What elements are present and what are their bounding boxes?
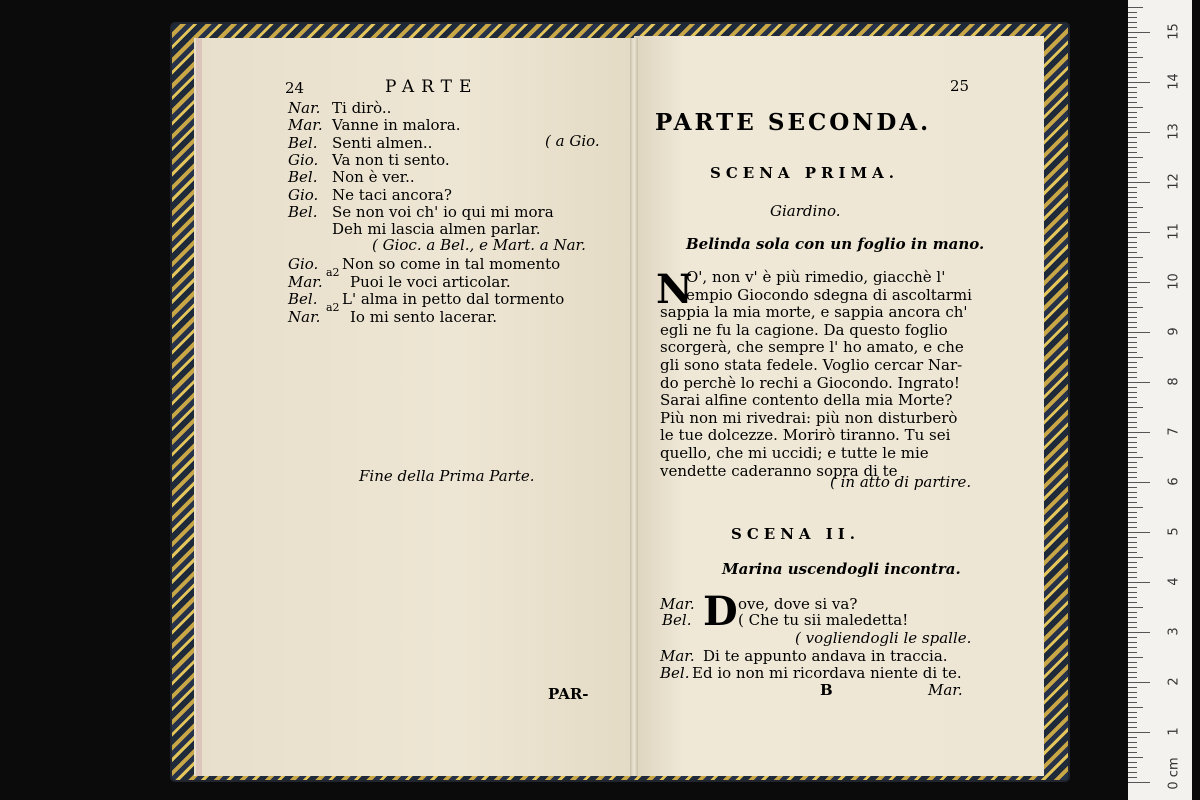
- ruler-tick: [1128, 302, 1137, 303]
- ruler-tick: [1128, 222, 1137, 223]
- ruler-tick: [1128, 437, 1137, 438]
- ruler-tick: [1128, 347, 1137, 348]
- ruler-tick: [1128, 492, 1137, 493]
- ruler-tick: [1128, 237, 1137, 238]
- ruler-tick: [1128, 672, 1137, 673]
- ruler-tick: [1128, 22, 1137, 23]
- measuring-ruler: [1128, 0, 1192, 800]
- ruler-tick: [1128, 342, 1137, 343]
- ruler-tick: [1128, 372, 1137, 373]
- ruler-tick: [1128, 317, 1137, 318]
- ruler-tick: [1128, 47, 1137, 48]
- ruler-tick: [1128, 157, 1143, 158]
- ruler-tick: [1128, 352, 1137, 353]
- paragraph-line: le tue dolcezze. Morirò tiranno. Tu sei: [660, 426, 951, 445]
- ruler-tick: [1128, 432, 1150, 433]
- speaker-label: Gio.: [288, 150, 319, 169]
- ruler-tick: [1128, 472, 1137, 473]
- ruler-tick: [1128, 112, 1137, 113]
- dropcap-n: N: [656, 266, 693, 313]
- ruler-tick: [1128, 552, 1137, 553]
- ruler-tick: [1128, 92, 1137, 93]
- ruler-tick: [1128, 132, 1150, 133]
- ruler-number: 10: [1166, 273, 1182, 290]
- ruler-tick: [1128, 592, 1137, 593]
- ruler-tick: [1128, 777, 1137, 778]
- dialogue-line: Va non ti sento.: [332, 150, 450, 169]
- duet-line: Io mi sento lacerar.: [350, 307, 497, 326]
- ruler-tick: [1128, 167, 1137, 168]
- paragraph-line: do perchè lo rechi a Giocondo. Ingrato!: [660, 373, 960, 392]
- ruler-tick: [1128, 362, 1137, 363]
- right-catchword: Mar.: [928, 681, 963, 699]
- ruler-tick: [1128, 377, 1137, 378]
- ruler-tick: [1128, 252, 1137, 253]
- ruler-tick: [1128, 507, 1143, 508]
- paragraph-line: Più non mi rivedrai: più non disturberò: [660, 408, 958, 427]
- book-gutter: [630, 38, 638, 776]
- ruler-tick: [1128, 382, 1150, 383]
- ruler-tick: [1128, 232, 1150, 233]
- ruler-tick: [1128, 712, 1137, 713]
- ruler-tick: [1128, 622, 1137, 623]
- duet-line: L' alma in petto dal tormento: [342, 290, 565, 308]
- scene-setting: Giardino.: [770, 202, 841, 220]
- speaker-bel: Bel.: [660, 664, 690, 682]
- ruler-tick: [1128, 142, 1137, 143]
- ruler-tick: [1128, 617, 1137, 618]
- ruler-tick: [1128, 452, 1137, 453]
- ruler-number: 13: [1166, 123, 1182, 140]
- ruler-tick: [1128, 647, 1137, 648]
- dialogue-line: Ne taci ancora?: [332, 185, 452, 204]
- ruler-tick: [1128, 217, 1137, 218]
- ruler-tick: [1128, 762, 1137, 763]
- ruler-tick: [1128, 747, 1137, 748]
- ruler-tick: [1128, 187, 1137, 188]
- ruler-tick: [1128, 442, 1137, 443]
- ruler-tick: [1128, 82, 1150, 83]
- signature-mark: B: [820, 681, 833, 699]
- ruler-number: 14: [1166, 73, 1182, 90]
- ruler-tick: [1128, 357, 1143, 358]
- ruler-number: 4: [1166, 577, 1182, 586]
- ruler-tick: [1128, 272, 1137, 273]
- ruler-tick: [1128, 392, 1137, 393]
- ruler-tick: [1128, 242, 1137, 243]
- ruler-tick: [1128, 512, 1137, 513]
- ruler-tick: [1128, 52, 1137, 53]
- ruler-tick: [1128, 757, 1143, 758]
- ruler-tick: [1128, 427, 1137, 428]
- ruler-tick: [1128, 547, 1137, 548]
- ruler-tick: [1128, 477, 1137, 478]
- dialogue-line: Non è ver..: [332, 168, 415, 187]
- speaker-label: Gio.: [288, 185, 319, 204]
- exit-direction: ( in atto di partire.: [830, 473, 972, 491]
- ruler-tick: [1128, 562, 1137, 563]
- ruler-tick: [1128, 742, 1137, 743]
- ruler-tick: [1128, 687, 1137, 688]
- ruler-tick: [1128, 677, 1137, 678]
- ruler-tick: [1128, 582, 1150, 583]
- duet-line: Puoi le voci articolar.: [350, 272, 511, 291]
- ruler-tick: [1128, 102, 1137, 103]
- page-edge: [196, 38, 202, 776]
- ruler-tick: [1128, 27, 1137, 28]
- ruler-tick: [1128, 467, 1137, 468]
- ruler-tick: [1128, 97, 1137, 98]
- ruler-tick: [1128, 262, 1137, 263]
- dialogue-line: Vanne in malora.: [332, 116, 461, 135]
- paragraph-line: Sarai alfine contento della mia Morte?: [660, 391, 953, 410]
- ruler-tick: [1128, 387, 1137, 388]
- ruler-tick: [1128, 662, 1137, 663]
- ruler-number: 5: [1166, 527, 1182, 536]
- ruler-number: 9: [1166, 327, 1182, 336]
- ruler-tick: [1128, 637, 1137, 638]
- ruler-tick: [1128, 732, 1150, 733]
- ruler-tick: [1128, 197, 1137, 198]
- ruler-tick: [1128, 247, 1137, 248]
- ruler-tick: [1128, 502, 1137, 503]
- speaker-label: Mar.: [288, 272, 323, 291]
- ruler-number: 15: [1166, 23, 1182, 40]
- ruler-tick: [1128, 127, 1137, 128]
- ruler-tick: [1128, 67, 1137, 68]
- ruler-tick: [1128, 652, 1137, 653]
- ruler-tick: [1128, 542, 1137, 543]
- speaker-label: Bel.: [288, 290, 318, 308]
- ruler-tick: [1128, 522, 1137, 523]
- ruler-tick: [1128, 702, 1137, 703]
- paragraph-line: O', non v' è più rimedio, giacchè l': [686, 268, 946, 286]
- ruler-tick: [1128, 72, 1137, 73]
- right-page-number: 25: [950, 77, 970, 95]
- speaker-mar: Mar.: [660, 595, 695, 613]
- ruler-tick: [1128, 177, 1137, 178]
- ruler-tick: [1128, 627, 1137, 628]
- ruler-tick: [1128, 322, 1137, 323]
- dialogue-line: Ed io non mi ricordava niente di te.: [692, 664, 962, 682]
- ruler-tick: [1128, 407, 1143, 408]
- ruler-tick: [1128, 57, 1143, 58]
- ruler-tick: [1128, 782, 1150, 783]
- ruler-tick: [1128, 497, 1137, 498]
- ruler-tick: [1128, 212, 1137, 213]
- ruler-tick: [1128, 122, 1137, 123]
- ruler-number: 12: [1166, 173, 1182, 190]
- scene2-direction: Marina uscendogli incontra.: [722, 560, 961, 578]
- ruler-tick: [1128, 707, 1143, 708]
- dialogue-line: ove, dove si va?: [738, 595, 858, 613]
- speaker-label: Gio.: [288, 255, 319, 273]
- ruler-tick: [1128, 162, 1137, 163]
- ruler-tick: [1128, 402, 1137, 403]
- ruler-tick: [1128, 462, 1137, 463]
- ruler-tick: [1128, 422, 1137, 423]
- part-title: PARTE SECONDA.: [655, 109, 932, 136]
- dialogue-line: Se non voi ch' io qui mi mora: [332, 202, 554, 221]
- ruler-tick: [1128, 697, 1137, 698]
- paragraph-line: vendette caderanno sopra di te: [660, 461, 898, 480]
- ruler-tick: [1128, 737, 1137, 738]
- ruler-number: 1: [1166, 727, 1182, 736]
- ruler-tick: [1128, 532, 1150, 533]
- speaker-label: Bel.: [288, 133, 318, 152]
- duet-line: Non so come in tal momento: [342, 255, 561, 273]
- ruler-tick: [1128, 12, 1137, 13]
- ruler-tick: [1128, 397, 1137, 398]
- ruler-tick: [1128, 572, 1137, 573]
- speaker-bel: Bel.: [662, 611, 692, 629]
- ruler-tick: [1128, 692, 1137, 693]
- shoulder-direction: ( vogliendogli le spalle.: [795, 629, 972, 647]
- scene2-title: SCENA II.: [731, 525, 861, 543]
- ruler-tick: [1128, 332, 1150, 333]
- paragraph-line: gli sono stata fedele. Voglio cercar Nar-: [660, 356, 963, 374]
- dialogue-line: Ti dirò..: [332, 99, 392, 117]
- speaker-label: Bel.: [288, 202, 318, 221]
- ruler-tick: [1128, 77, 1137, 78]
- ruler-tick: [1128, 537, 1137, 538]
- ruler-number: 3: [1166, 627, 1182, 636]
- ruler-tick: [1128, 632, 1150, 633]
- ruler-tick: [1128, 597, 1137, 598]
- paragraph-line: scorgerà, che sempre l' ho amato, e che: [660, 338, 964, 357]
- ruler-tick: [1128, 107, 1143, 108]
- left-catchword: PAR-: [548, 685, 589, 703]
- ruler-tick: [1128, 642, 1137, 643]
- scene1-direction: Belinda sola con un foglio in mano.: [686, 235, 985, 253]
- ruler-tick: [1128, 367, 1137, 368]
- ruler-tick: [1128, 612, 1137, 613]
- ruler-tick: [1128, 457, 1143, 458]
- ruler-tick: [1128, 17, 1137, 18]
- ruler-tick: [1128, 727, 1137, 728]
- ruler-tick: [1128, 192, 1137, 193]
- ruler-tick: [1128, 607, 1143, 608]
- ruler-tick: [1128, 42, 1137, 43]
- ruler-tick: [1128, 717, 1137, 718]
- ruler-tick: [1128, 147, 1137, 148]
- ruler-tick: [1128, 307, 1143, 308]
- stage-direction: ( Gioc. a Bel., e Mart. a Nar.: [372, 236, 586, 254]
- ruler-tick: [1128, 287, 1137, 288]
- ruler-tick: [1128, 752, 1137, 753]
- ruler-tick: [1128, 487, 1137, 488]
- ruler-tick: [1128, 137, 1137, 138]
- ruler-number: 2: [1166, 677, 1182, 686]
- speaker-label: Bel.: [288, 168, 318, 187]
- ruler-tick: [1128, 772, 1137, 773]
- ruler-tick: [1128, 447, 1137, 448]
- scene1-title: SCENA PRIMA.: [710, 164, 900, 182]
- ruler-tick: [1128, 227, 1137, 228]
- ruler-tick: [1128, 117, 1137, 118]
- ruler-tick: [1128, 412, 1137, 413]
- ruler-tick: [1128, 682, 1150, 683]
- ruler-tick: [1128, 327, 1137, 328]
- ruler-tick: [1128, 567, 1137, 568]
- ruler-tick: [1128, 152, 1137, 153]
- ruler-tick: [1128, 527, 1137, 528]
- ruler-number: 7: [1166, 427, 1182, 436]
- ruler-tick: [1128, 282, 1150, 283]
- ruler-tick: [1128, 417, 1137, 418]
- dialogue-line: ( Che tu sii maledetta!: [738, 611, 909, 629]
- ruler-tick: [1128, 182, 1150, 183]
- ruler-tick: [1128, 297, 1137, 298]
- dialogue-line: Di te appunto andava in traccia.: [703, 647, 948, 665]
- ruler-tick: [1128, 667, 1137, 668]
- paragraph-line: egli ne fu la cagione. Da questo foglio: [660, 320, 948, 339]
- a2-mark: a2: [326, 301, 340, 314]
- a2-mark: a2: [326, 266, 340, 279]
- ruler-tick: [1128, 722, 1137, 723]
- ruler-zero-label: 0 cm: [1166, 757, 1182, 790]
- aside-direction: ( a Gio.: [545, 132, 600, 150]
- ruler-tick: [1128, 657, 1143, 658]
- ruler-tick: [1128, 257, 1143, 258]
- ruler-tick: [1128, 767, 1137, 768]
- ruler-tick: [1128, 312, 1137, 313]
- end-of-part: Fine della Prima Parte.: [359, 467, 535, 485]
- ruler-tick: [1128, 62, 1137, 63]
- left-running-head: PARTE: [385, 77, 479, 97]
- speaker-label: Nar.: [288, 99, 321, 117]
- ruler-tick: [1128, 267, 1137, 268]
- dialogue-line: Senti almen..: [332, 133, 433, 152]
- ruler-number: 6: [1166, 477, 1182, 486]
- ruler-tick: [1128, 37, 1137, 38]
- ruler-tick: [1128, 482, 1150, 483]
- speaker-mar: Mar.: [660, 647, 695, 665]
- speaker-label: Mar.: [288, 116, 323, 135]
- ruler-tick: [1128, 87, 1137, 88]
- dialogue-line: Deh mi lascia almen parlar.: [332, 220, 541, 239]
- paragraph-line: quello, che mi uccidi; e tutte le mie: [660, 444, 929, 462]
- speaker-label: Nar.: [288, 307, 321, 326]
- ruler-number: 11: [1166, 223, 1182, 240]
- ruler-tick: [1128, 587, 1137, 588]
- ruler-tick: [1128, 557, 1143, 558]
- ruler-tick: [1128, 577, 1137, 578]
- paragraph-line: sappia la mia morte, e sappia ancora ch': [660, 303, 968, 322]
- ruler-tick: [1128, 517, 1137, 518]
- dropcap-d: D: [703, 588, 738, 635]
- ruler-tick: [1128, 172, 1137, 173]
- ruler-tick: [1128, 292, 1137, 293]
- ruler-tick: [1128, 207, 1143, 208]
- left-page-number: 24: [285, 79, 305, 97]
- ruler-tick: [1128, 32, 1150, 33]
- ruler-tick: [1128, 602, 1137, 603]
- paragraph-line: empio Giocondo sdegna di ascoltarmi: [686, 285, 972, 304]
- ruler-tick: [1128, 277, 1137, 278]
- ruler-tick: [1128, 7, 1143, 8]
- ruler-tick: [1128, 202, 1137, 203]
- ruler-tick: [1128, 337, 1137, 338]
- ruler-number: 8: [1166, 377, 1182, 386]
